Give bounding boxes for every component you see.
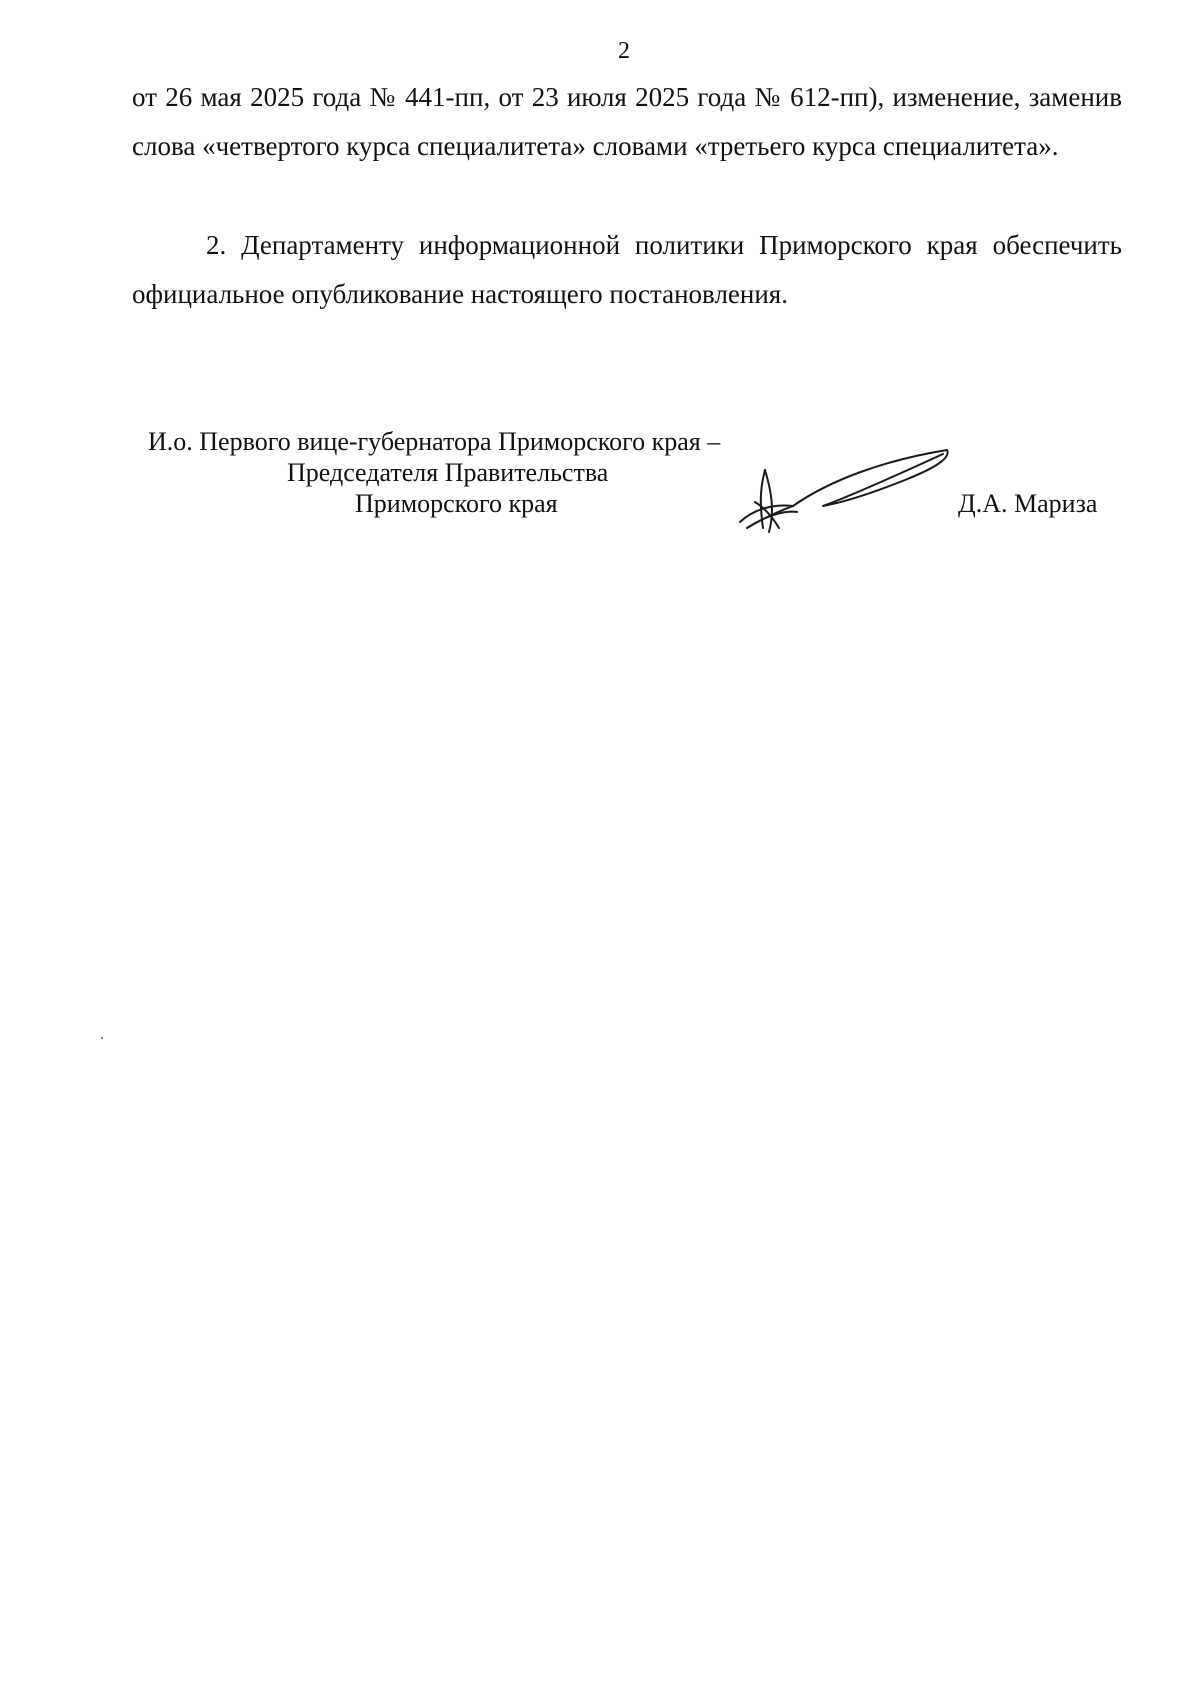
signatory-title-line-1: И.о. Первого вице-губернатора Приморского края –: [148, 427, 721, 456]
handwritten-signature: [735, 440, 955, 540]
scan-speck: [101, 1037, 103, 1039]
signatory-title-line-3: Приморского края: [355, 489, 558, 518]
page-number: 2: [618, 38, 630, 64]
paragraph-continuation: от 26 мая 2025 года № 441-пп, от 23 июля 2025 года № 612-пп), изменение, заменив слова «четвертого курса специалитета» словами «третьего курса специалитета».: [132, 82, 1122, 161]
signatory-title-line-2: Председателя Правительства: [287, 458, 609, 487]
paragraph-item-2: 2. Департаменту информационной политики Приморского края обеспечить официальное опубликование настоящего постановления.: [132, 230, 1122, 309]
signatory-name: Д.А. Мариза: [958, 489, 1098, 518]
